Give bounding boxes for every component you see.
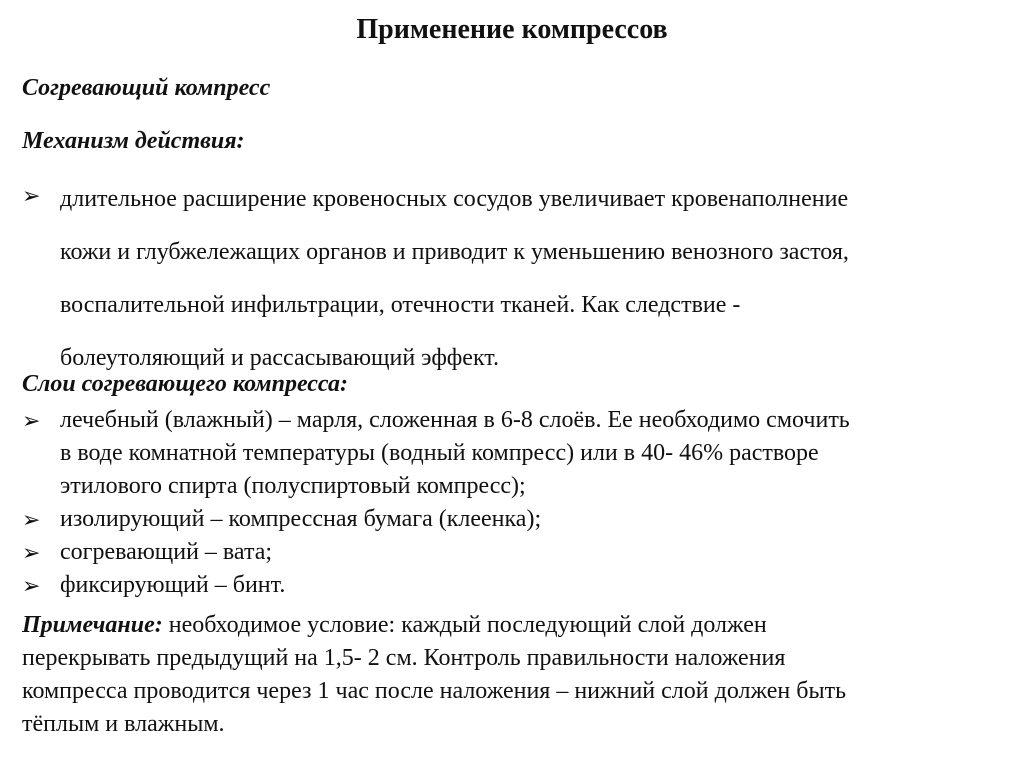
layer-item-fixing xyxy=(22,569,1012,602)
arrow-bullet-icon: ➢ xyxy=(22,183,41,208)
note-text: необходимое условие: каждый последующий слой должен xyxy=(162,612,767,638)
mechanism-bullet xyxy=(22,173,1012,385)
arrow-bullet-icon: ➢ xyxy=(22,408,41,433)
note-line xyxy=(22,609,1012,642)
arrow-bullet-icon: ➢ xyxy=(22,507,41,532)
layer-line: этилового спирта (полуспиртовый компресс); xyxy=(60,473,526,499)
note-label: Примечание: xyxy=(22,612,163,638)
layer-line: в воде комнатной температуры (водный компресс) или в 40- 46% растворе xyxy=(60,440,819,466)
note-paragraph xyxy=(22,609,1012,741)
mechanism-heading: Механизм действия: xyxy=(22,128,245,154)
arrow-bullet-icon: ➢ xyxy=(22,540,41,565)
mechanism-text xyxy=(60,173,1012,385)
arrow-bullet-icon: ➢ xyxy=(22,573,41,598)
section-heading-warming-compress: Согревающий компресс xyxy=(22,75,271,101)
mechanism-line: болеутоляющий и рассасывающий эффект. xyxy=(60,345,499,371)
layer-line: изолирующий – компрессная бумага (клеенка); xyxy=(60,506,542,532)
page-title: Применение компрессов xyxy=(356,14,668,45)
note-line: компресса проводится через 1 час после наложения – нижний слой должен быть xyxy=(22,678,847,704)
layer-line: фиксирующий – бинт. xyxy=(60,572,286,598)
mechanism-line: длительное расширение кровеносных сосудов увеличивает кровенаполнение xyxy=(60,186,849,212)
note-line: перекрывать предыдущий на 1,5- 2 см. Контроль правильности наложения xyxy=(22,645,786,671)
layer-item-warming xyxy=(22,536,1012,569)
layers-heading: Слои согревающего компресса: xyxy=(22,371,348,397)
layer-item-medicinal xyxy=(22,404,1012,503)
layer-line: согревающий – вата; xyxy=(60,539,273,565)
mechanism-line: воспалительной инфильтрации, отечности тканей. Как следствие - xyxy=(60,292,741,318)
note-line: тёплым и влажным. xyxy=(22,711,225,737)
layers-list xyxy=(22,404,1012,602)
layer-line: лечебный (влажный) – марля, сложенная в 6-8 слоёв. Ее необходимо смочить xyxy=(60,407,850,433)
mechanism-line: кожи и глубжележащих органов и приводит к уменьшению венозного застоя, xyxy=(60,239,849,265)
layer-item-insulating xyxy=(22,503,1012,536)
